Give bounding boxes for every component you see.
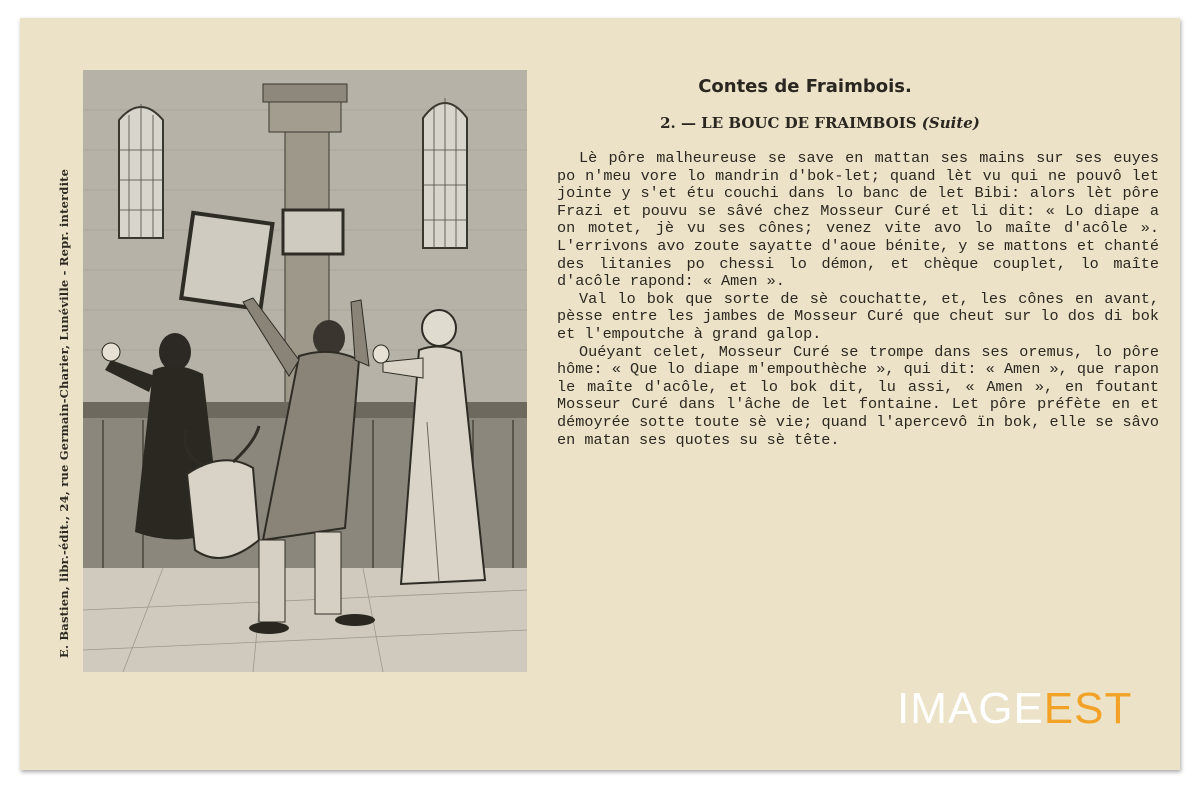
watermark-part-1: IMAGE [897,684,1044,733]
story-paragraph: Ouéyant celet, Mosseur Curé se trompe dans ses oremus, lo pôre hôme: « Que lo diape m'empouthèche », qui dit: « Amen », que rapon le maîte d'acôle, et lo bok dit, lu assi, « Amen », en foutant Mosseur Curé dans l'âche de let fontaine. Let pôre préfète en et démoyrée sotte toute sè vie; quand l'apercevô ïn bok, elle se sâvo en matan ses quotes su sè tête. [557,342,1159,449]
story-heading-text: 2. — LE BOUC DE FRAIMBOIS [660,114,917,132]
publisher-caption: E. Bastien, libr.-édit., 24, rue Germain-Charier, Lunéville - Repr. interdite [57,168,71,658]
series-title: Contes de Fraimbois. [698,76,912,97]
story-heading [580,114,1060,132]
story-heading-suffix: (Suite) [921,114,980,132]
story-paragraph: Lè pôre malheureuse se save en mattan ses mains sur ses euyes po n'meu vore lo mandrin d'bok-let; quand lèt vu qui ne pouvô let jointe y s'et étu couchi dans lo banc de let Bibi: alors lèt pôre Frazi et pouvu se sâvé chez Mosseur Curé et li dit: « Lo diape a on motet, jè vu ses cônes; venez vite avo lo maîte d'acôle ». L'errivons avo zoute sayatte d'aoue bénite, y se mattons et chanté des litanies po chessi lo démon, et chèque couplet, lo maîte d'acôle rapond: « Amen ». [557,149,1159,291]
watermark-part-2: EST [1043,684,1133,733]
image-est-watermark [897,684,1132,734]
church-scene-illustration [83,70,527,672]
story-paragraph: Val lo bok que sorte de sè couchatte, et, les cônes en avant, pèsse entre les jambes de Mosseur Curé que cheut sur lo dos di bok et l'empoutche à grand galop. [557,289,1159,343]
postcard [20,18,1180,770]
story-body [557,150,1159,449]
